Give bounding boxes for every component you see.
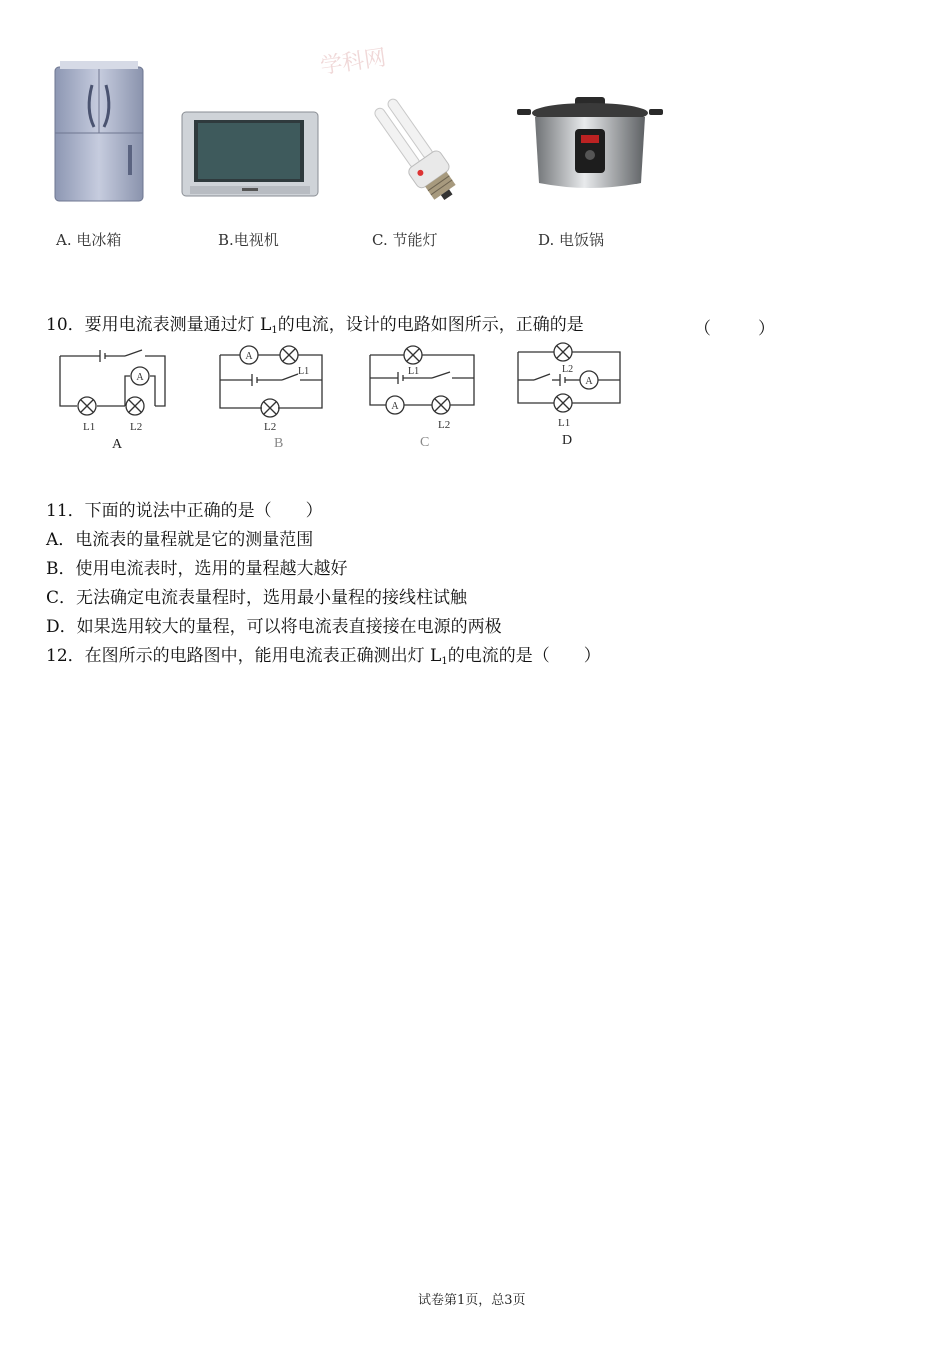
q9-option-d: D. 电饭锅: [538, 231, 605, 249]
circuit-c-lamp2: L2: [438, 419, 451, 431]
circuit-d-label: D: [562, 433, 573, 448]
circuit-d: [510, 338, 630, 450]
svg-text:A: A: [391, 401, 399, 412]
rice-cooker-image: [515, 95, 665, 195]
q10-stem: 10．要用电流表测量通过灯 L1的电流，设计的电路如图所示，正确的是: [46, 315, 584, 336]
q9-option-c: C. 节能灯: [372, 231, 438, 249]
circuit-b: [212, 340, 332, 450]
q11-stem: 11．下面的说法中正确的是（ ）: [46, 501, 323, 521]
q12-stem: 12．在图所示的电路图中，能用电流表正确测出灯 L1的电流的是（ ）: [46, 646, 601, 667]
q10-paren-close: ）: [758, 319, 775, 339]
q11-option-b: B．使用电流表时，选用的量程越大越好: [46, 559, 348, 579]
q9-option-a: A. 电冰箱: [56, 231, 122, 249]
svg-text:A: A: [136, 372, 144, 383]
refrigerator-image: [40, 55, 160, 205]
q10-paren-open: （: [694, 319, 711, 339]
page-footer: 试卷第1页，总3页: [418, 1293, 526, 1308]
circuit-a: [50, 346, 175, 451]
television-image: [180, 110, 320, 200]
svg-text:A: A: [245, 351, 253, 362]
q9-images-row: [40, 45, 680, 215]
svg-text:A: A: [585, 376, 593, 387]
circuit-a-label: A: [112, 437, 123, 451]
circuit-b-label: B: [274, 436, 284, 450]
circuit-d-lamp2: L1: [558, 417, 571, 429]
circuit-d-lamp1: L2: [562, 364, 574, 375]
circuit-a-lamp2: L2: [130, 421, 143, 433]
circuit-c: [362, 340, 482, 450]
q11-option-c: C．无法确定电流表量程时，选用最小量程的接线柱试触: [46, 588, 468, 608]
circuit-c-label: C: [420, 435, 430, 450]
circuit-b-lamp1: L1: [298, 366, 310, 377]
energy-saving-lamp-image: [345, 95, 505, 210]
circuit-a-lamp1: L1: [83, 421, 96, 433]
q11-option-a: A．电流表的量程就是它的测量范围: [46, 530, 314, 550]
watermark: 学科网: [318, 45, 388, 80]
q11-option-d: D．如果选用较大的量程，可以将电流表直接接在电源的两极: [46, 617, 502, 637]
q9-option-b: B.电视机: [218, 231, 279, 249]
circuit-b-lamp2: L2: [264, 421, 277, 433]
circuit-c-lamp1: L1: [408, 366, 420, 377]
